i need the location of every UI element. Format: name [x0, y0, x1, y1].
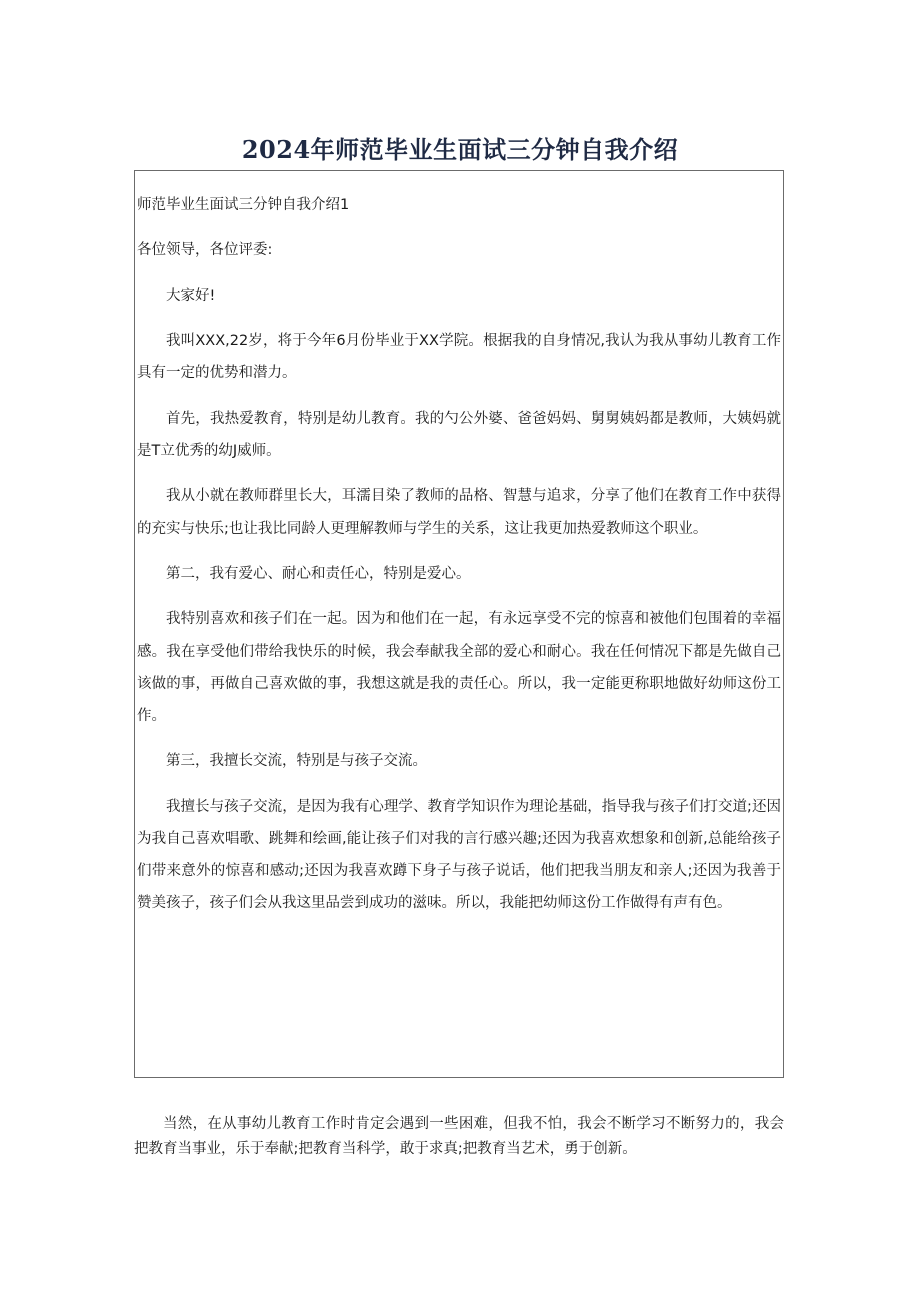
section-heading: 师范毕业生面试三分钟自我介绍1: [137, 197, 350, 213]
paragraph-closing: 当然，在从事幼儿教育工作时肯定会遇到一些困难，但我不怕，我会不断学习不断努力的，我会把教育当事业，乐于奉献;把教育当科学，敢于求真;把教育当艺术，勇于创新。: [134, 1116, 784, 1157]
paragraph-second-point: 第二，我有爱心、耐心和责任心，特别是爱心。: [166, 565, 471, 582]
paragraph-background: 我从小就在教师群里长大，耳濡目染了教师的品格、智慧与追求，分享了他们在教育工作中获得的充实与快乐;也让我比同龄人更理解教师与学生的关系，这让我更加热爱教师这个职业。: [137, 488, 781, 537]
paragraph-communication: 我擅长与孩子交流，是因为我有心理学、教育学知识作为理论基础，指导我与孩子们打交道;还因为我自己喜欢唱歌、跳舞和绘画,能让孩子们对我的言行感兴趣;还因为我喜欢想象和创新,总能给孩子们带来意外的惊喜和感动;还因为我喜欢蹲下身子与孩子说话，他们把我当朋友和亲人;还因为我善于赞美孩子，孩子们会从我这里品尝到成功的滋味。所以，我能把幼师这份工作做得有声有色。: [137, 798, 781, 912]
paragraph-introduction: 我叫XXX,22岁，将于今年6月份毕业于XX学院。根据我的自身情况,我认为我从事幼儿教育工作具有一定的优势和潜力。: [137, 333, 781, 382]
salutation: 各位领导，各位评委:: [137, 242, 273, 259]
paragraph-greeting: 大家好!: [166, 287, 216, 304]
document-title: 2024年师范毕业生面试三分钟自我介绍: [241, 135, 679, 165]
speech-box: [134, 170, 784, 1078]
paragraph-third-point: 第三，我擅长交流，特别是与孩子交流。: [166, 753, 427, 770]
paragraph-first-point: 首先，我热爱教育，特别是幼儿教育。我的勺公外婆、爸爸妈妈、舅舅姨妈都是教师，大姨妈就是T立优秀的幼J威师。: [137, 410, 781, 459]
paragraph-love-children: 我特别喜欢和孩子们在一起。因为和他们在一起，有永远享受不完的惊喜和被他们包围着的幸福感。我在享受他们带给我快乐的时候，我会奉献我全部的爱心和耐心。我在任何情况下都是先做自己该做的事，再做自己喜欢做的事，我想这就是我的责任心。所以，我一定能更称职地做好幼师这份工作。: [137, 611, 781, 724]
